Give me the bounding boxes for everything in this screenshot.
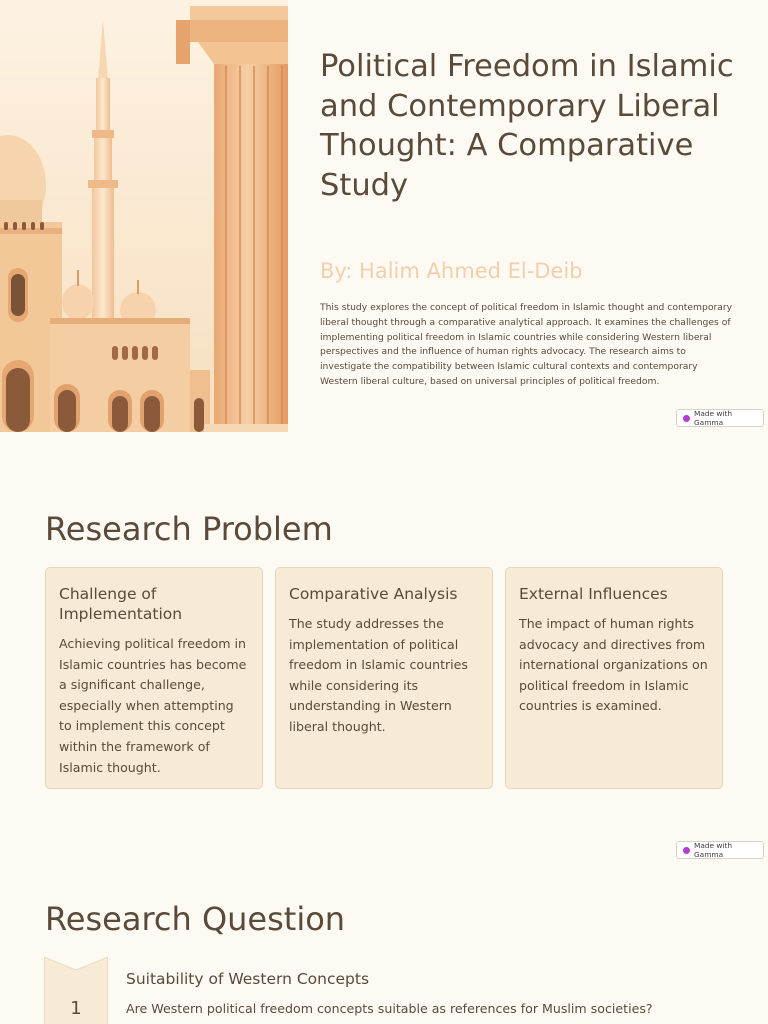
mosque-column-illustration: [0, 0, 288, 432]
badge-label: Made with Gamma: [693, 841, 733, 859]
research-question-heading: Research Question: [45, 900, 346, 938]
author-line: By: Halim Ahmed El-Deib: [320, 259, 583, 283]
card-body: Achieving political freedom in Islamic countries has become a significant challenge, especially when attempting to implement this concept within the framework of Islamic thought.: [59, 636, 247, 775]
question-number: 1: [70, 998, 82, 1019]
presentation-title: Political Freedom in Islamic and Contemporary Liberal Thought: A Comparative Study: [320, 49, 734, 203]
title-slide: [0, 0, 768, 432]
card-title: Challenge of Implementation: [59, 585, 183, 623]
card-body: The study addresses the implementation of political freedom in Islamic countries while considering its understanding in Western liberal thought.: [289, 616, 468, 734]
ribbon-notch-icon: [44, 957, 108, 971]
card-comparative-analysis: [275, 567, 493, 789]
card-external-influences: [505, 567, 723, 789]
card-title: Comparative Analysis: [289, 585, 458, 603]
made-with-gamma-badge[interactable]: [676, 409, 764, 427]
gamma-logo-icon: [683, 415, 690, 422]
abstract-paragraph: This study explores the concept of political freedom in Islamic thought and contemporary liberal thought through a comparative analytical approach. It examines the challenges of implementing political freedom in Islamic countries while considering Western liberal perspectives and the influence of human rights advocacy. The research aims to investigate the compatibility between Islamic cultural contexts and contemporary Western liberal culture, based on universal principles of political freedom.: [320, 302, 733, 387]
made-with-gamma-badge[interactable]: [676, 841, 764, 859]
badge-label: Made with Gamma: [693, 409, 733, 427]
gamma-logo-icon: [683, 847, 690, 854]
card-challenge-of-implementation: [45, 567, 263, 789]
question-body: Are Western political freedom concepts suitable as references for Muslim societies?: [126, 1001, 653, 1016]
card-body: The impact of human rights advocacy and directives from international organizations on political freedom in Islamic countries is examined.: [519, 616, 708, 714]
hero-illustration: [0, 0, 288, 432]
card-title: External Influences: [519, 585, 668, 603]
question-title: Suitability of Western Concepts: [126, 970, 370, 988]
research-problem-heading: Research Problem: [45, 510, 333, 548]
